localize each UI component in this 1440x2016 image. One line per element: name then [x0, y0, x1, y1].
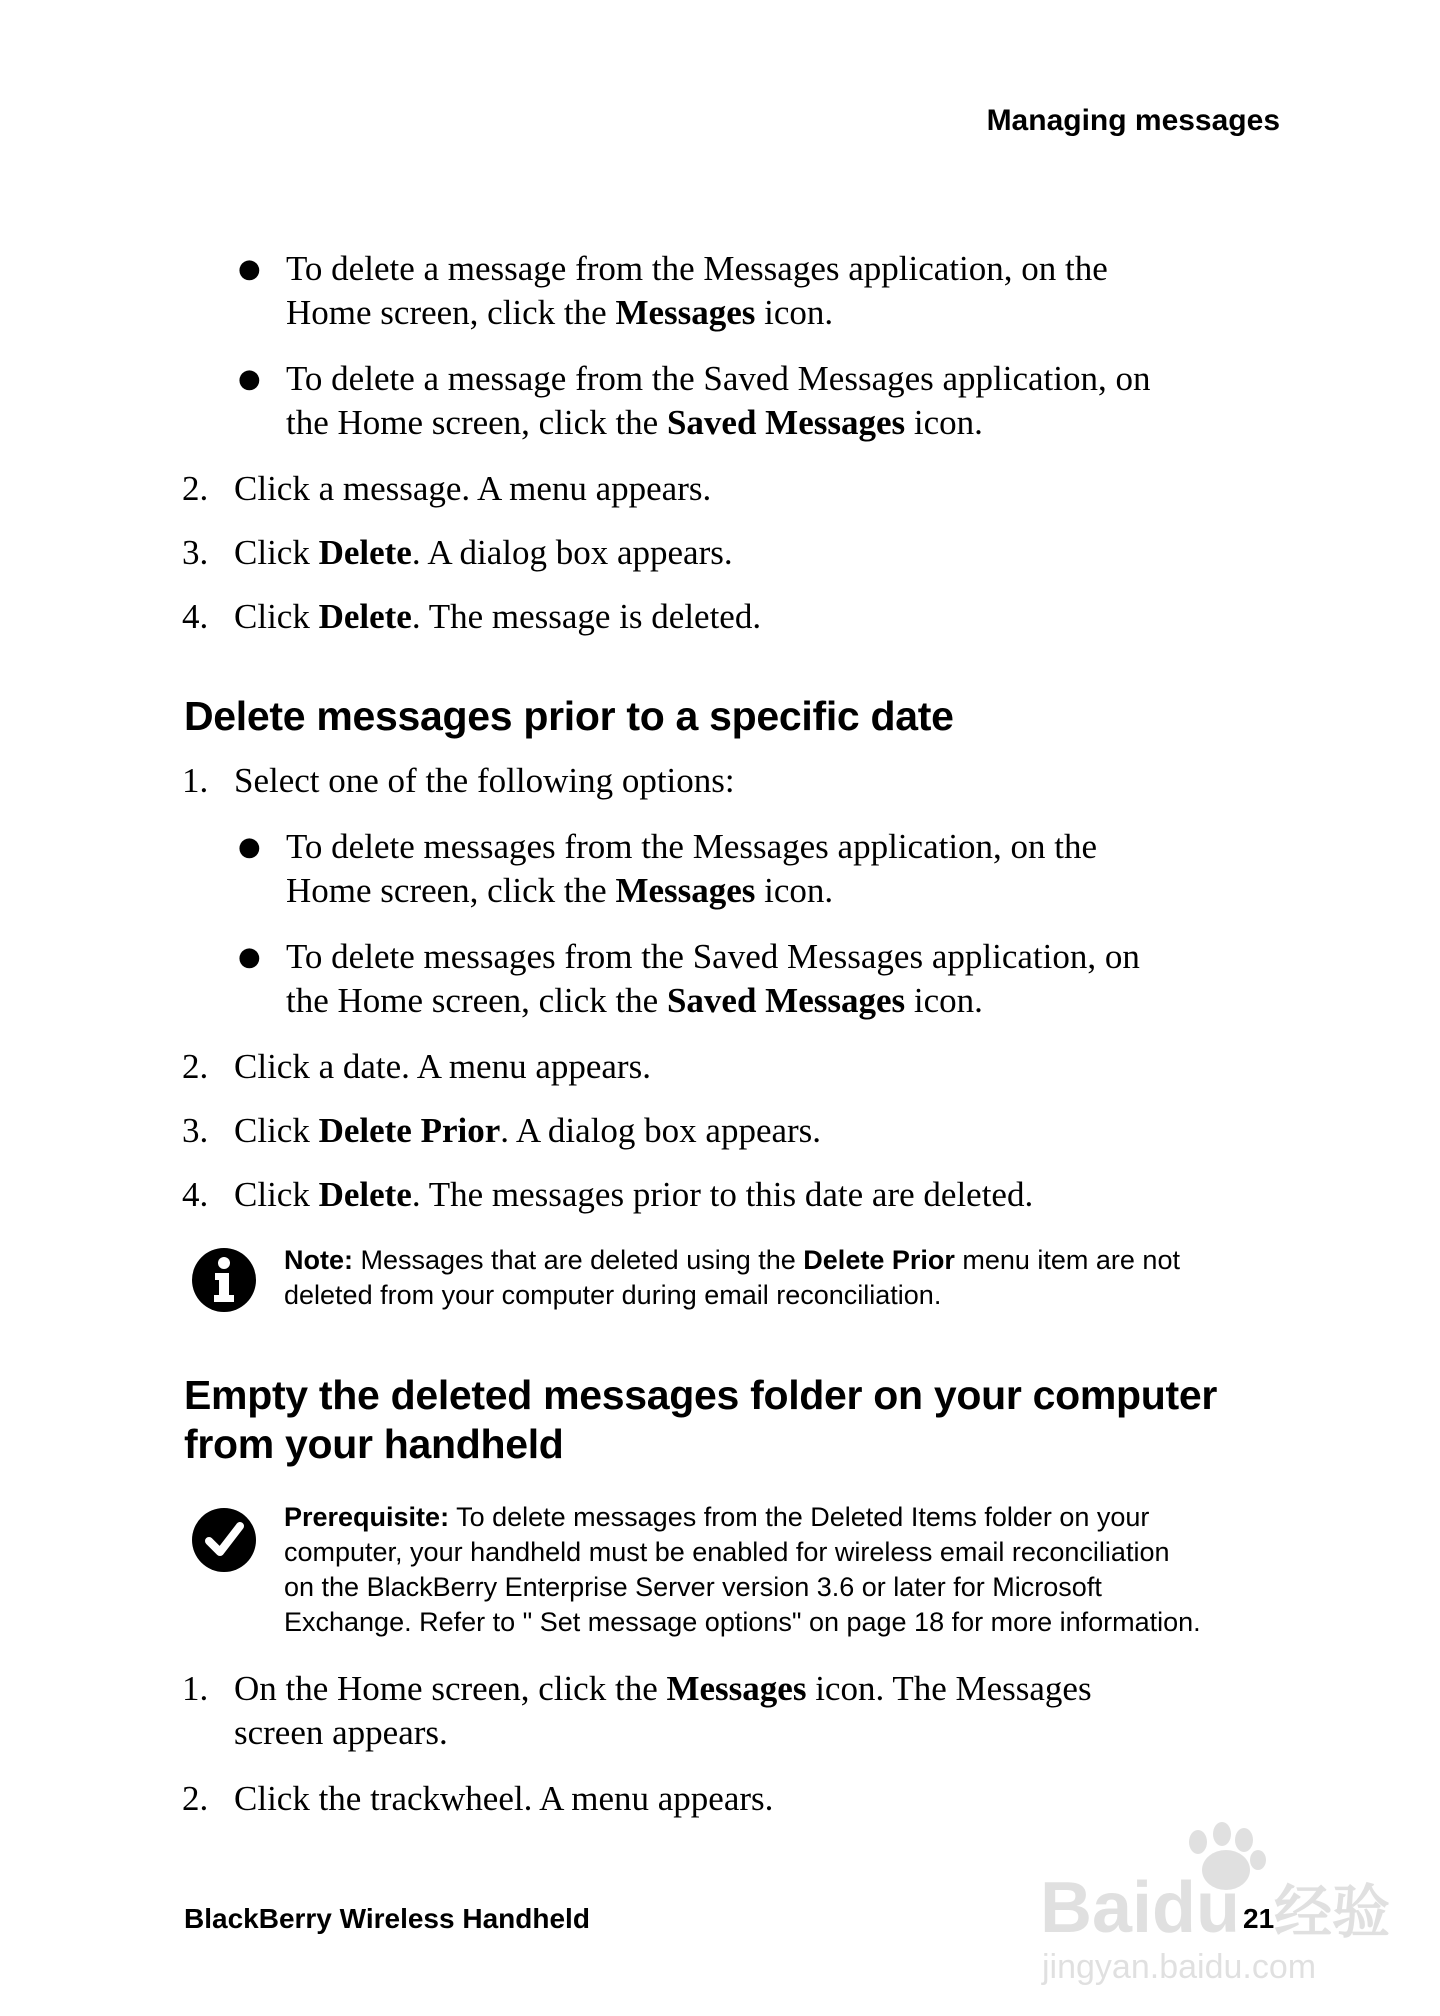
bullet-text: Home screen, click the Messages icon.: [286, 871, 834, 910]
bullet-text: To delete a message from the Saved Messages application, on: [286, 359, 1151, 398]
step-number: 2.: [182, 1779, 209, 1818]
step-text: Click Delete. The message is deleted.: [234, 597, 762, 636]
prerequisite-text: Exchange. Refer to " Set message options" on page 18 for more information.: [284, 1607, 1201, 1637]
step-text: screen appears.: [234, 1713, 448, 1752]
page-number: 21: [1243, 1903, 1275, 1934]
bullet-text: To delete a message from the Messages application, on the: [286, 249, 1108, 288]
bullet-dot: ●: [238, 254, 261, 284]
step-text: Click a message. A menu appears.: [234, 469, 712, 508]
section-heading: from your handheld: [184, 1421, 564, 1467]
note-text: Note: Messages that are deleted using the Delete Prior menu item are not: [284, 1245, 1180, 1275]
step-text: Click the trackwheel. A menu appears.: [234, 1779, 774, 1818]
step-number: 4.: [182, 1175, 209, 1214]
section-heading: Empty the deleted messages folder on your computer: [184, 1372, 1218, 1418]
section-heading: Delete messages prior to a specific date: [184, 693, 954, 739]
bullet-dot: ●: [238, 942, 261, 972]
step-number: 2.: [182, 469, 209, 508]
step-text: On the Home screen, click the Messages icon. The Messages: [234, 1669, 1092, 1708]
bullet-dot: ●: [238, 832, 261, 862]
prerequisite-text: Prerequisite: To delete messages from the Deleted Items folder on your: [284, 1502, 1150, 1532]
step-number: 1.: [182, 761, 209, 800]
step-number: 1.: [182, 1669, 209, 1708]
running-header: Managing messages: [986, 104, 1280, 137]
bullet-dot: ●: [238, 364, 261, 394]
bullet-text: To delete messages from the Messages application, on the: [286, 827, 1098, 866]
step-text: Click Delete. The messages prior to this date are deleted.: [234, 1175, 1034, 1214]
prerequisite-text: computer, your handheld must be enabled for wireless email reconciliation: [284, 1537, 1170, 1567]
note-text: deleted from your computer during email reconciliation.: [284, 1280, 942, 1310]
watermark-brand-cn: 经验: [1274, 1878, 1391, 1946]
bullet-text: Home screen, click the Messages icon.: [286, 293, 834, 332]
step-text: Select one of the following options:: [234, 761, 735, 800]
bullet-text: the Home screen, click the Saved Messages icon.: [286, 403, 983, 442]
step-number: 3.: [182, 1111, 209, 1150]
watermark-logo: [1030, 1820, 1410, 1990]
step-number: 4.: [182, 597, 209, 636]
footer-title: BlackBerry Wireless Handheld: [184, 1903, 590, 1934]
step-text: Click a date. A menu appears.: [234, 1047, 651, 1086]
prerequisite-text: on the BlackBerry Enterprise Server version 3.6 or later for Microsoft: [284, 1572, 1102, 1602]
step-text: Click Delete. A dialog box appears.: [234, 533, 733, 572]
step-text: Click Delete Prior. A dialog box appears.: [234, 1111, 822, 1150]
step-number: 3.: [182, 533, 209, 572]
bullet-text: the Home screen, click the Saved Messages icon.: [286, 981, 983, 1020]
watermark-brand: Baidu: [1040, 1868, 1241, 1948]
watermark-url: jingyan.baidu.com: [1042, 1948, 1317, 1986]
info-icon: [192, 1248, 256, 1312]
step-number: 2.: [182, 1047, 209, 1086]
checkmark-icon: [192, 1508, 256, 1572]
bullet-text: To delete messages from the Saved Messages application, on: [286, 937, 1140, 976]
